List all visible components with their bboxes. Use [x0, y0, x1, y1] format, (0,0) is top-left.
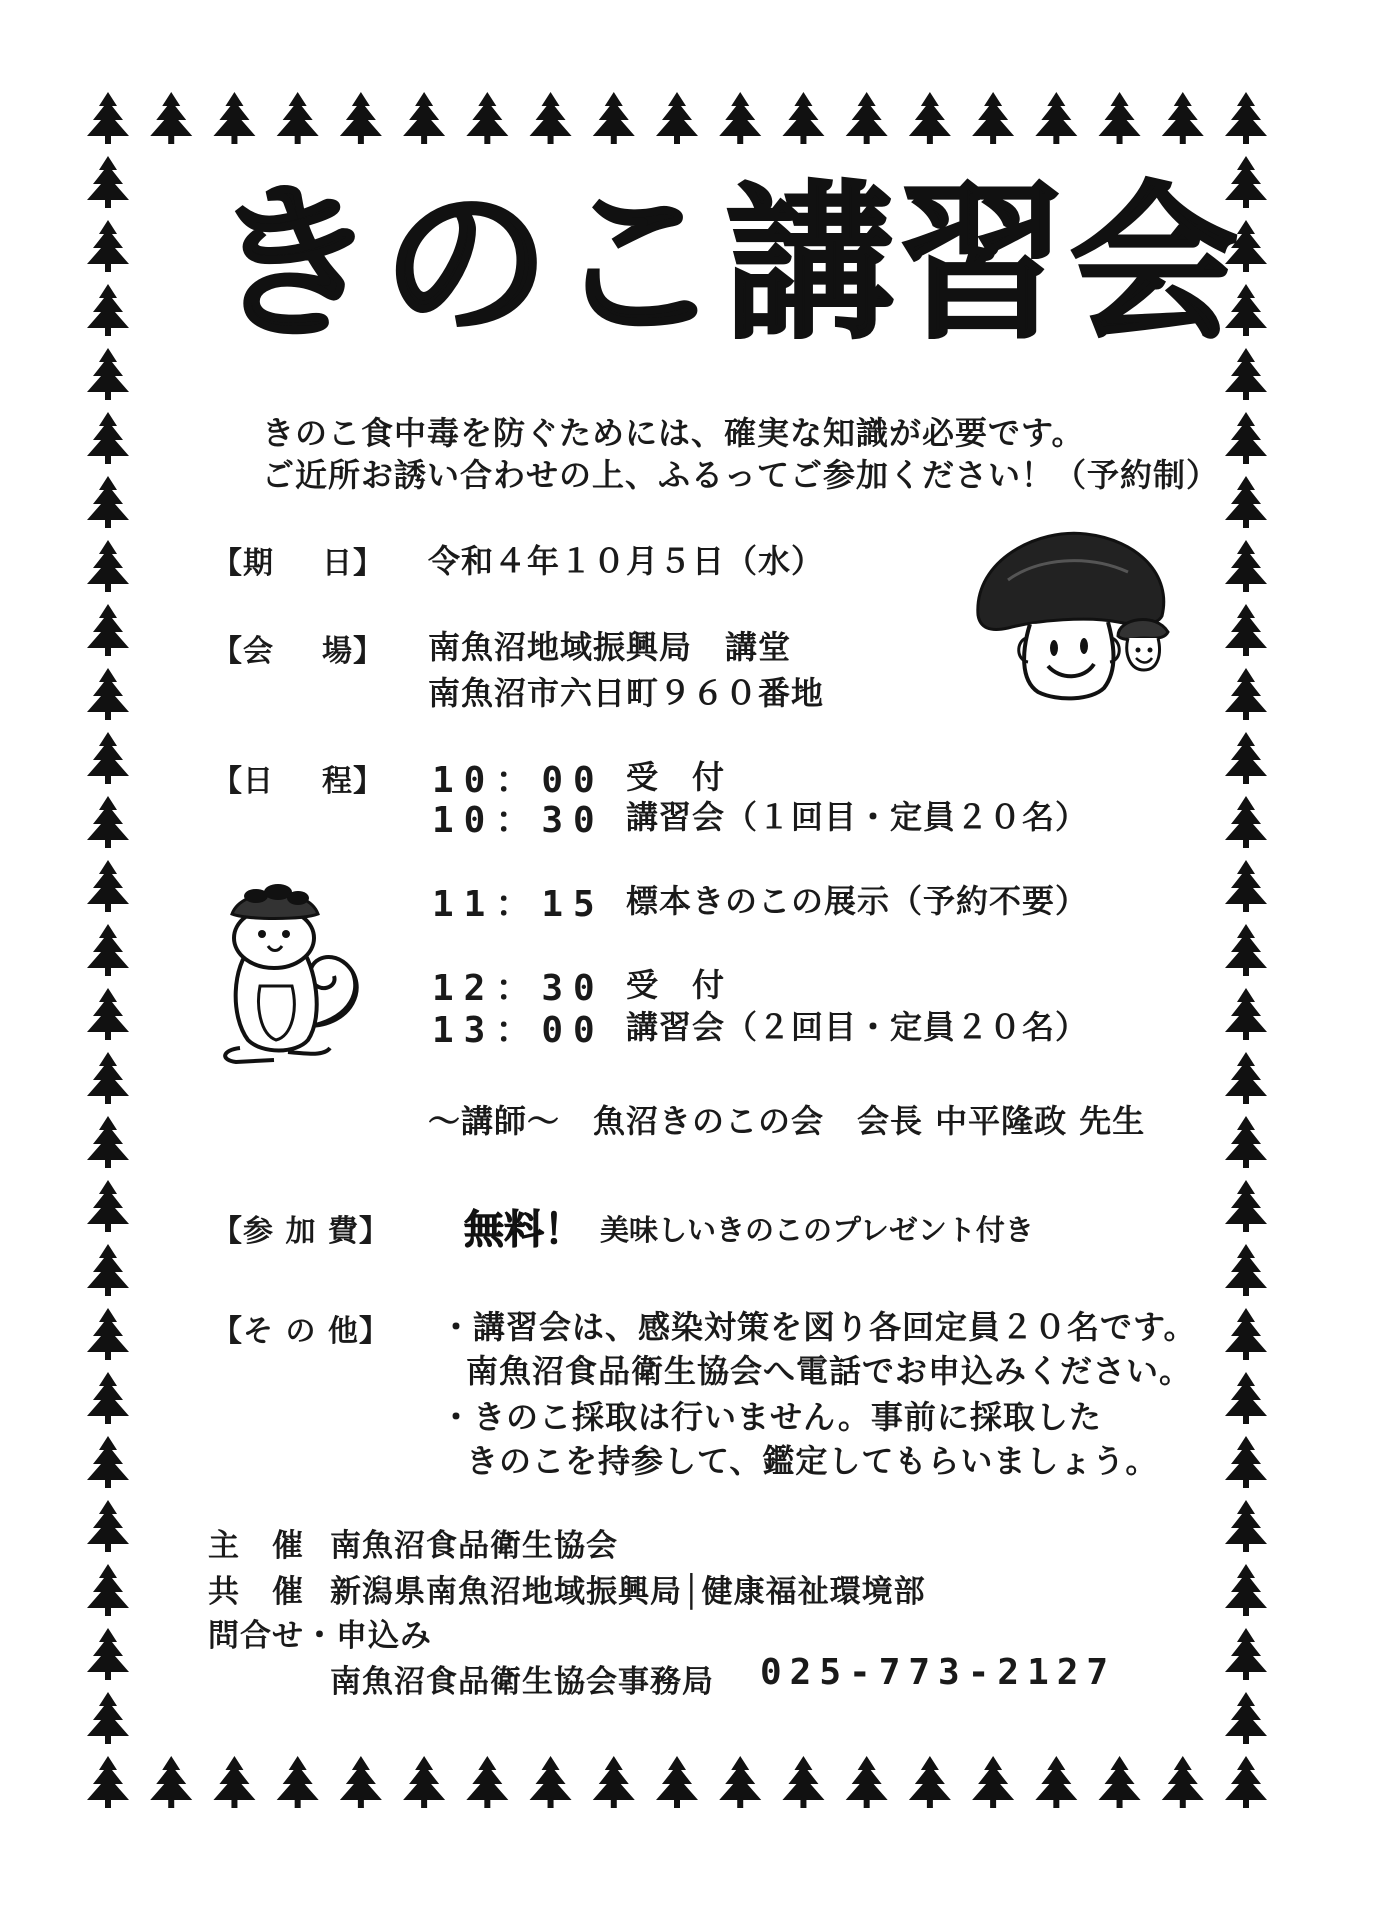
other-line: ・きのこ採取は行いません。事前に採取した — [440, 1398, 1102, 1436]
venue-label-close: 場】 — [322, 634, 384, 669]
schedule-text: 講習会（２回目・定員２０名） — [626, 1008, 1089, 1046]
tree-icon — [403, 1756, 445, 1808]
other-label: 【そ の 他】 — [212, 1314, 390, 1349]
tree-icon — [530, 1756, 572, 1808]
tree-icon — [1225, 732, 1267, 784]
tree-icon — [1225, 1308, 1267, 1360]
schedule-text: 受 付 — [626, 966, 726, 1004]
tree-icon — [1225, 412, 1267, 464]
date-value: 令和４年１０月５日（水） — [428, 542, 825, 580]
tree-icon — [87, 220, 129, 272]
tree-icon — [213, 92, 255, 144]
tree-icon — [1035, 92, 1077, 144]
tree-icon — [530, 92, 572, 144]
schedule-text: 標本きのこの展示（予約不要） — [626, 882, 1089, 920]
tree-icon — [1225, 540, 1267, 592]
other-line: 南魚沼食品衛生協会へ電話でお申込みください。 — [466, 1352, 1193, 1390]
intro-line-2: ご近所お誘い合わせの上、ふるってご参加ください！（予約制） — [262, 456, 1220, 494]
tree-icon — [1225, 860, 1267, 912]
date-label-open: 【期 — [212, 546, 274, 581]
tree-icon — [87, 1180, 129, 1232]
tree-icon — [1225, 476, 1267, 528]
tree-icon — [277, 1756, 319, 1808]
tree-icon — [150, 92, 192, 144]
schedule-label-close: 程】 — [322, 764, 384, 799]
tree-icon — [87, 348, 129, 400]
co-organizer-label: 共 催 — [208, 1574, 304, 1610]
tree-icon — [656, 92, 698, 144]
tree-icon — [87, 540, 129, 592]
schedule-label-open: 【日 — [212, 764, 274, 799]
tree-icon — [466, 92, 508, 144]
tree-icon — [466, 1756, 508, 1808]
tree-icon — [87, 1308, 129, 1360]
tree-icon — [87, 732, 129, 784]
tree-icon — [277, 92, 319, 144]
tree-icon — [1225, 1692, 1267, 1744]
tree-icon — [87, 156, 129, 208]
tree-icon — [87, 412, 129, 464]
tree-icon — [87, 924, 129, 976]
tree-icon — [782, 1756, 824, 1808]
tree-icon — [87, 988, 129, 1040]
tree-icon — [213, 1756, 255, 1808]
tree-icon — [1099, 92, 1141, 144]
tree-icon — [87, 1052, 129, 1104]
schedule-time: 10：30 — [432, 800, 605, 841]
venue-name: 南魚沼地域振興局 講堂 — [428, 628, 792, 666]
tree-icon — [1225, 1052, 1267, 1104]
tree-icon — [909, 1756, 951, 1808]
venue-label-open: 【会 — [212, 634, 274, 669]
organizer-value: 南魚沼食品衛生協会 — [330, 1528, 618, 1564]
tree-icon — [1035, 1756, 1077, 1808]
venue-address: 南魚沼市六日町９６０番地 — [428, 674, 825, 712]
tree-icon — [87, 1628, 129, 1680]
tree-icon — [87, 668, 129, 720]
schedule-text: 受 付 — [626, 758, 726, 796]
tree-icon — [87, 1500, 129, 1552]
tree-icon — [87, 796, 129, 848]
tree-icon — [1225, 1116, 1267, 1168]
contact-office: 南魚沼食品衛生協会事務局 — [330, 1664, 714, 1700]
tree-icon — [1225, 1372, 1267, 1424]
tree-icon — [1225, 1500, 1267, 1552]
organizer-label: 主 催 — [208, 1528, 304, 1564]
tree-icon — [340, 1756, 382, 1808]
tree-icon — [150, 1756, 192, 1808]
tree-icon — [972, 1756, 1014, 1808]
contact-label: 問合せ・申込み — [208, 1618, 432, 1654]
tree-icon — [87, 604, 129, 656]
co-organizer-value: 新潟県南魚沼地域振興局│健康福祉環境部 — [330, 1574, 926, 1610]
tree-icon — [1225, 1564, 1267, 1616]
tree-icon — [87, 1564, 129, 1616]
tree-icon — [87, 1244, 129, 1296]
intro-line-1: きのこ食中毒を防ぐためには、確実な知識が必要です。 — [262, 414, 1085, 452]
squirrel-mascot-illustration — [212, 876, 372, 1064]
schedule-time: 12：30 — [432, 968, 605, 1009]
schedule-text: 講習会（１回目・定員２０名） — [626, 798, 1089, 836]
schedule-time: 10：00 — [432, 760, 605, 801]
tree-icon — [340, 92, 382, 144]
tree-icon — [846, 1756, 888, 1808]
fee-label: 【参 加 費】 — [212, 1214, 390, 1249]
page-title: きのこ講習会 — [210, 166, 1242, 362]
tree-icon — [719, 92, 761, 144]
tree-icon — [1099, 1756, 1141, 1808]
tree-icon — [1225, 796, 1267, 848]
tree-icon — [909, 92, 951, 144]
schedule-time: 11：15 — [432, 884, 605, 925]
tree-icon — [1225, 1436, 1267, 1488]
tree-icon — [656, 1756, 698, 1808]
tree-icon — [593, 1756, 635, 1808]
tree-icon — [403, 92, 445, 144]
contact-phone: 025-773-2127 — [760, 1652, 1117, 1693]
lecturer: ～講師～ 魚沼きのこの会 会長 中平隆政 先生 — [428, 1102, 1146, 1140]
tree-icon — [87, 1372, 129, 1424]
tree-icon — [87, 92, 129, 144]
tree-icon — [1225, 924, 1267, 976]
other-line: ・講習会は、感染対策を図り各回定員２０名です。 — [440, 1308, 1197, 1346]
mushroom-illustration — [968, 520, 1178, 702]
tree-icon — [87, 860, 129, 912]
fee-free: 無料！ — [464, 1207, 584, 1253]
tree-icon — [87, 1692, 129, 1744]
tree-icon — [1225, 1628, 1267, 1680]
tree-icon — [719, 1756, 761, 1808]
tree-icon — [1225, 92, 1267, 144]
tree-icon — [1225, 1244, 1267, 1296]
tree-icon — [87, 1756, 129, 1808]
tree-icon — [1162, 92, 1204, 144]
tree-icon — [87, 1436, 129, 1488]
tree-icon — [972, 92, 1014, 144]
tree-icon — [1225, 988, 1267, 1040]
other-line: きのこを持参して、鑑定してもらいましょう。 — [466, 1442, 1159, 1480]
tree-icon — [1225, 668, 1267, 720]
tree-icon — [1225, 604, 1267, 656]
schedule-time: 13：00 — [432, 1010, 605, 1051]
tree-icon — [87, 284, 129, 336]
tree-icon — [782, 92, 824, 144]
date-label-close: 日】 — [322, 546, 384, 581]
tree-icon — [593, 92, 635, 144]
tree-icon — [1162, 1756, 1204, 1808]
tree-icon — [1225, 1756, 1267, 1808]
tree-icon — [1225, 1180, 1267, 1232]
tree-icon — [846, 92, 888, 144]
tree-icon — [87, 1116, 129, 1168]
fee-note: 美味しいきのこのプレゼント付き — [600, 1213, 1034, 1247]
tree-icon — [87, 476, 129, 528]
